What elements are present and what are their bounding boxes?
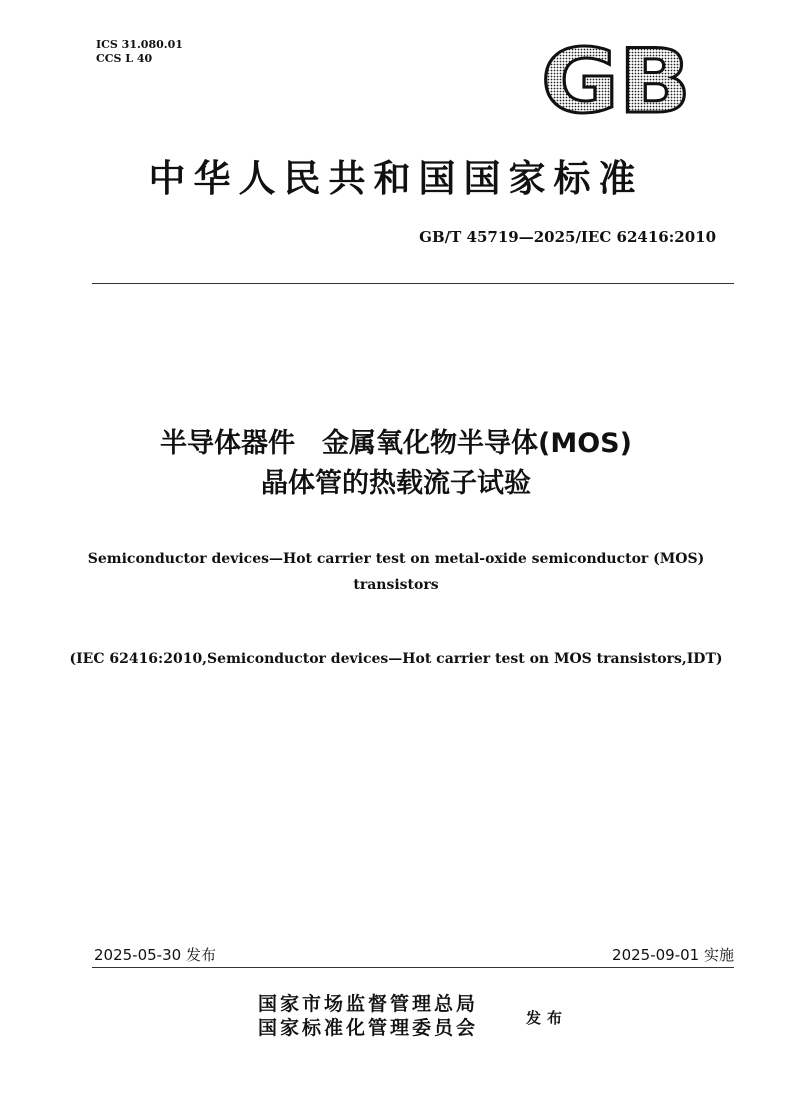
issuer-samr: 国家市场监督管理总局 (258, 993, 479, 1015)
implement-date: 2025-09-01 实施 (612, 946, 734, 964)
national-standard-title: 中华人民共和国国家标准 (148, 156, 644, 200)
publish-date: 2025-05-30 发布 (94, 946, 216, 964)
standard-number: GB/T 45719—2025/IEC 62416:2010 (419, 228, 716, 246)
main-title-line-1: 半导体器件 金属氧化物半导体(MOS) (160, 428, 632, 459)
classification-codes (96, 38, 183, 66)
ccs-code: CCS L 40 (96, 52, 153, 65)
issuing-authorities (258, 992, 478, 1040)
top-divider (92, 283, 734, 284)
bottom-divider (92, 967, 734, 968)
gb-logo-text: GB (541, 42, 691, 120)
main-title (0, 424, 792, 504)
main-title-line-2: 晶体管的热载流子试验 (261, 468, 531, 499)
ics-code: ICS 31.080.01 (96, 38, 183, 51)
issuer-sac: 国家标准化管理委员会 (258, 1017, 479, 1039)
iec-reference: (IEC 62416:2010,Semiconductor devices—Hot carrier test on MOS transistors,IDT) (69, 651, 723, 667)
gb-logo (538, 42, 694, 120)
issue-label: 发布 (526, 1009, 569, 1027)
english-title: Semiconductor devices—Hot carrier test on metal-oxide semiconductor (MOS) transistors (87, 551, 705, 593)
